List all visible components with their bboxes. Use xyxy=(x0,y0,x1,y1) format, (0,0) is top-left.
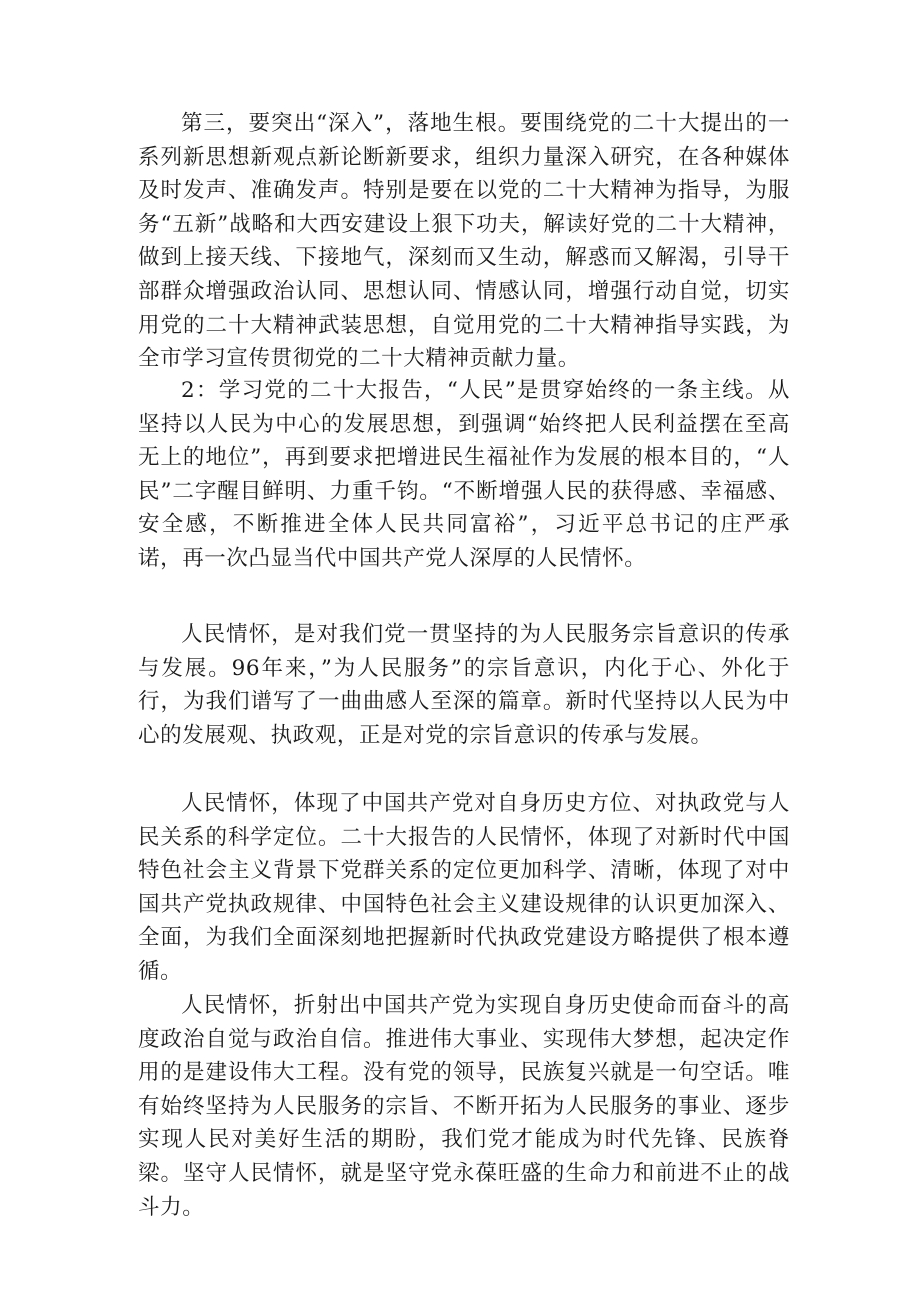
paragraph-4: 人民情怀，体现了中国共产党对自身历史方位、对执政党与人民关系的科学定位。二十大报告的人民情怀，体现了对新时代中国特色社会主义背景下党群关系的定位更加科学、清晰，体现了对中国共产党执政规律、中国特色社会主义建设规律的认识更加深入、全面，为我们全面深刻地把握新时代执政党建设方略提供了根本遵循。 xyxy=(138,791,790,984)
paragraph-5: 人民情怀，折射出中国共产党为实现自身历史使命而奋斗的高度政治自觉与政治自信。推进伟大事业、实现伟大梦想，起决定作用的是建设伟大工程。没有党的领导，民族复兴就是一句空话。唯有始终坚持为人民服务的宗旨、不断开拓为人民服务的事业、逐步实现人民对美好生活的期盼，我们党才能成为时代先锋、民族脊梁。坚守人民情怀，就是坚守党永葆旺盛的生命力和前进不止的战斗力。 xyxy=(138,993,790,1220)
paragraph-3: 人民情怀，是对我们党一贯坚持的为人民服务宗旨意识的传承与发展。96年来，”为人民服务”的宗旨意识，内化于心、外化于行，为我们谱写了一曲曲感人至深的篇章。新时代坚持以人民为中心的发展观、执政观，正是对党的宗旨意识的传承与发展。 xyxy=(138,622,790,748)
paragraph-2: 2：学习党的二十大报告，“人民”是贯穿始终的一条主线。从坚持以人民为中心的发展思想，到强调“始终把人民利益摆在至高无上的地位”，再到要求把增进民生福祉作为发展的根本目的，“人民”二字醒目鲜明、力重千钧。“不断增强人民的获得感、幸福感、安全感，不断推进全体人民共同富裕”，习近平总书记的庄严承诺，再一次凸显当代中国共产党人深厚的人民情怀。 xyxy=(138,378,790,571)
paragraph-1: 第三，要突出“深入”，落地生根。要围绕党的二十大提出的一系列新思想新观点新论断新要求，组织力量深入研究，在各种媒体及时发声、准确发声。特别是要在以党的二十大精神为指导，为服务“五新”战略和大西安建设上狠下功夫，解读好党的二十大精神，做到上接天线、下接地气，深刻而又生动，解惑而又解渴，引导干部群众增强政治认同、思想认同、情感认同，增强行动自觉，切实用党的二十大精神武装思想，自觉用党的二十大精神指导实践，为全市学习宣传贯彻党的二十大精神贡献力量。 xyxy=(138,111,790,372)
